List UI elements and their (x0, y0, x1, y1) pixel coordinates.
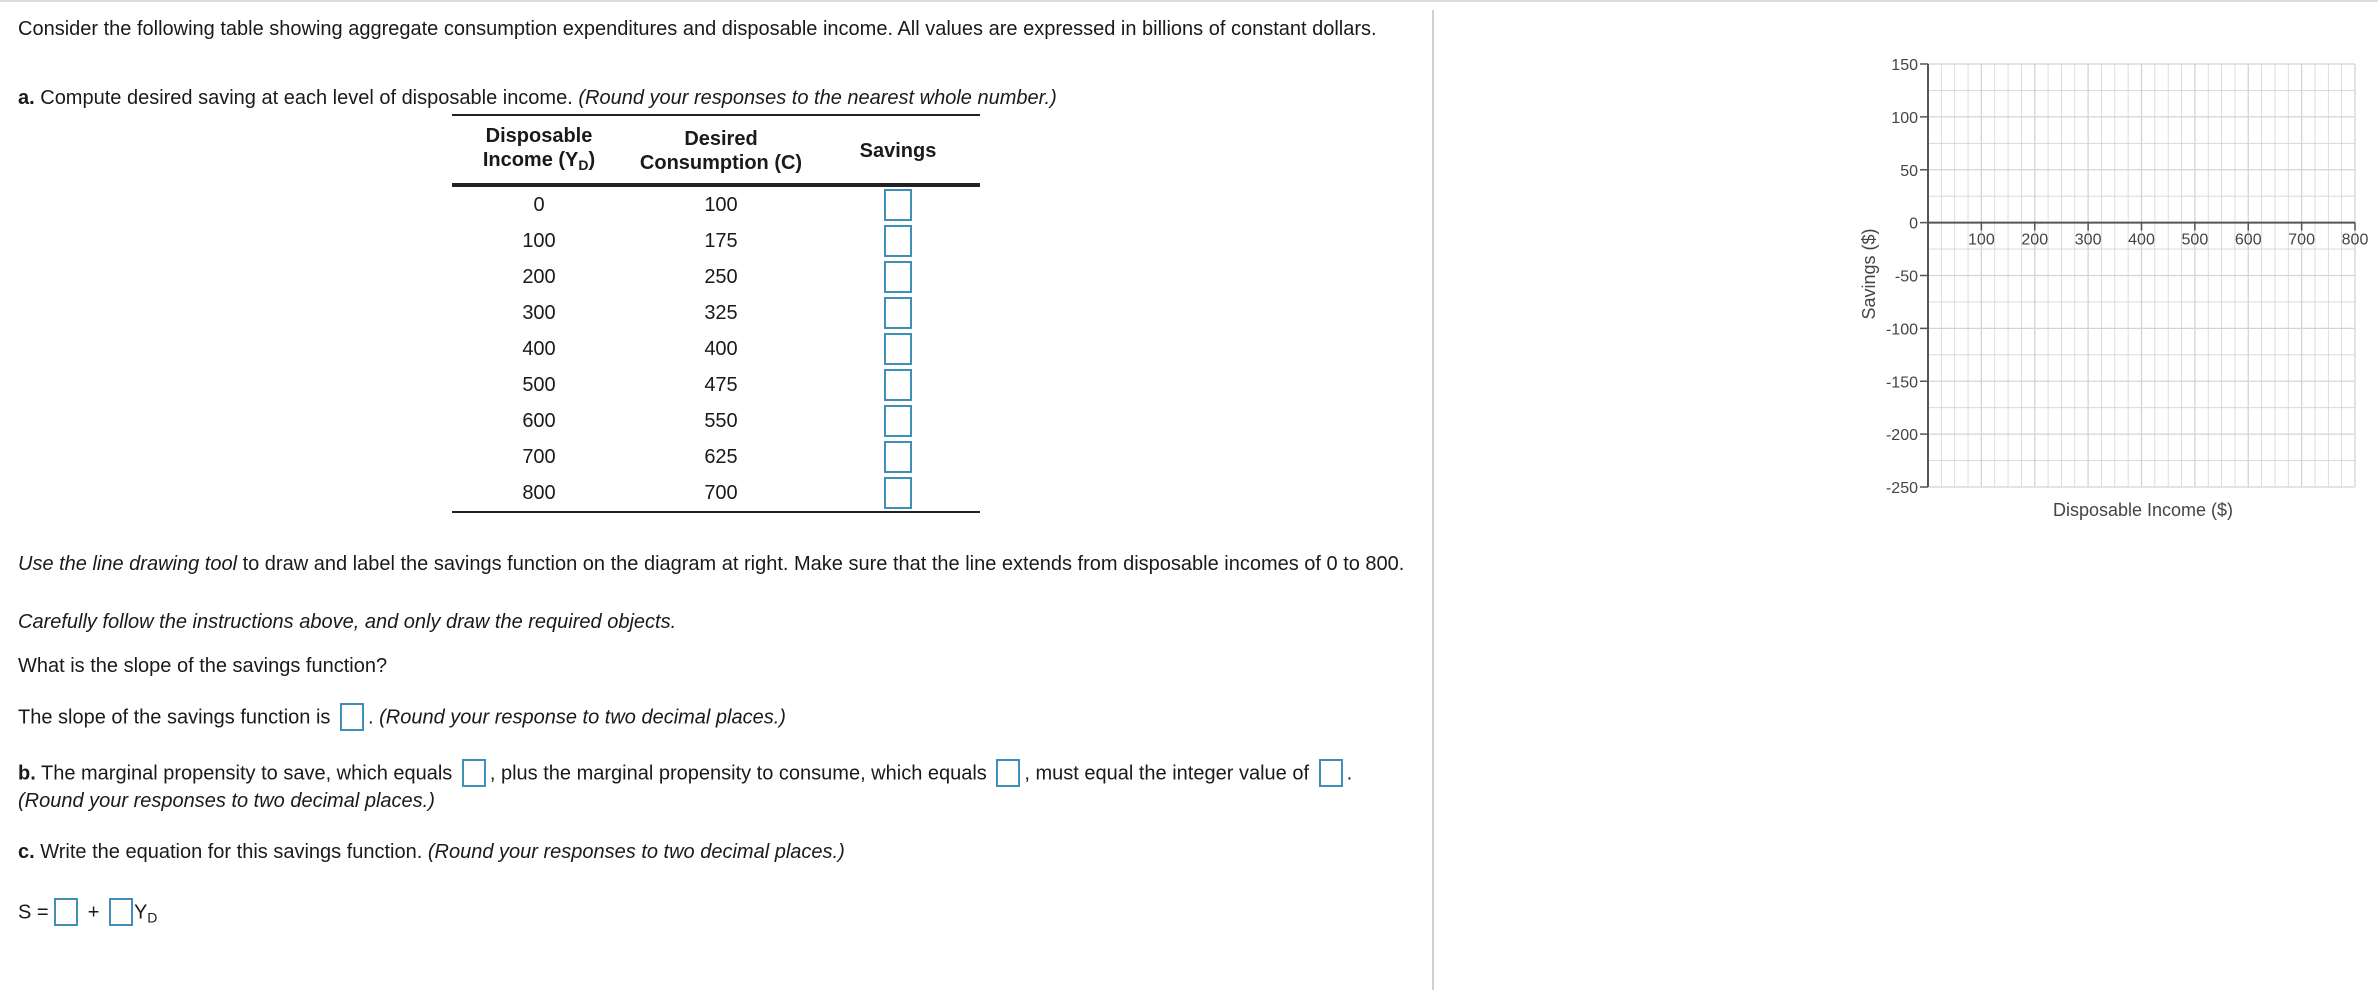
yd-cell: 400 (522, 337, 556, 360)
slope-answer (18, 704, 786, 732)
part-b-text2: , plus the marginal propensity to consume, which equals (489, 762, 993, 785)
part-a-text: Compute desired saving at each level of disposable income. (34, 87, 579, 109)
c-cell: 325 (704, 301, 738, 324)
c-cell: 250 (704, 265, 738, 288)
table-header-row (452, 115, 980, 185)
line-tool-link: Use the line drawing tool (18, 553, 238, 575)
c-cell: 175 (704, 229, 738, 252)
intro-text: Consider the following table showing aggregate consumption expenditures and disposable income. All values are expressed in billions of constant dollars. (18, 18, 1377, 40)
savings-cell (816, 403, 980, 439)
part-b-text3: , must equal the integer value of (1024, 762, 1315, 785)
yd-cell: 100 (522, 229, 556, 252)
savings-input[interactable] (884, 441, 912, 473)
savings-cell (816, 295, 980, 331)
equation-plus: + (82, 901, 105, 924)
part-b-hint: (Round your responses to two decimal places.) (18, 790, 435, 812)
savings-input[interactable] (884, 477, 912, 509)
part-b-text1: The marginal propensity to save, which equals (35, 762, 458, 785)
draw-instruction (18, 551, 1418, 577)
x-tick-label: 400 (2128, 231, 2155, 249)
y-tick-label: 0 (1909, 215, 1918, 233)
savings-cell (816, 439, 980, 475)
mpc-input[interactable] (996, 759, 1020, 787)
part-b-prompt (18, 760, 1418, 814)
part-c-label: c. (18, 841, 35, 863)
x-tick-label: 500 (2181, 231, 2209, 249)
y-tick-label: 50 (1900, 162, 1918, 180)
part-a-prompt (18, 85, 1057, 111)
part-a-label: a. (18, 87, 35, 109)
x-tick-label: 200 (2021, 231, 2049, 249)
yd-cell: 0 (533, 193, 545, 216)
savings-cell (816, 223, 980, 259)
x-tick-label: 600 (2234, 231, 2262, 249)
part-c-hint: (Round your responses to two decimal places.) (427, 841, 845, 863)
savings-equation (18, 899, 157, 930)
y-tick-label: -200 (1885, 427, 1918, 445)
savings-cell (816, 185, 980, 223)
slope-before: The slope of the savings function is (18, 706, 336, 729)
consumption-table (452, 114, 980, 513)
savings-cell (816, 259, 980, 295)
table-row (452, 259, 980, 295)
header-savings: Savings (816, 115, 980, 185)
part-a-hint: (Round your responses to the nearest whole number.) (578, 87, 1057, 109)
savings-input[interactable] (884, 261, 912, 293)
x-tick-label: 700 (2288, 231, 2315, 249)
integer-input[interactable] (1319, 759, 1343, 787)
part-c-text: Write the equation for this savings function. (34, 841, 428, 863)
equation-var-sub: D (147, 909, 158, 926)
y-tick-label: 100 (1891, 109, 1918, 127)
savings-graph[interactable] (1840, 44, 2378, 544)
yd-cell: 500 (522, 373, 556, 396)
x-tick-label: 100 (1968, 231, 1995, 249)
yd-cell: 800 (452, 475, 626, 512)
slope-hint: (Round your response to two decimal places.) (379, 706, 786, 729)
c-cell: 550 (704, 409, 738, 432)
yd-cell: 300 (522, 301, 556, 324)
yd-cell: 200 (522, 265, 556, 288)
x-tick-label: 300 (2074, 231, 2102, 249)
y-axis-label: Savings ($) (1859, 228, 1879, 320)
equation-var: Y (133, 901, 148, 924)
savings-cell (816, 367, 980, 403)
mps-input[interactable] (462, 759, 486, 787)
c-cell: 100 (704, 193, 738, 216)
table-row (452, 185, 980, 223)
table-row (452, 223, 980, 259)
x-axis-label: Disposable Income ($) (2052, 500, 2234, 520)
intercept-input[interactable] (54, 898, 78, 926)
savings-input[interactable] (884, 405, 912, 437)
follow-instructions: Carefully follow the instructions above, and only draw the required objects. (18, 611, 677, 633)
y-tick-label: -50 (1894, 268, 1918, 286)
part-b-label: b. (18, 762, 36, 785)
header-desired-consumption: Desired Consumption (C) (626, 115, 816, 185)
part-c-prompt (18, 839, 845, 865)
slope-after: . (367, 706, 380, 729)
savings-input[interactable] (884, 369, 912, 401)
slope-question: What is the slope of the savings function? (18, 655, 388, 677)
c-cell: 475 (704, 373, 738, 396)
slope-input[interactable] (340, 703, 364, 731)
panel-divider (1432, 10, 1434, 990)
c-cell: 700 (626, 475, 816, 512)
table-row (452, 295, 980, 331)
y-tick-labels (1886, 57, 1928, 497)
header-disposable-income: Disposable Income $(Y_D)$ (452, 115, 626, 185)
y-tick-label: -150 (1885, 374, 1918, 392)
savings-cell (816, 331, 980, 367)
equation-lhs: S = (18, 901, 55, 924)
x-tick-label: 800 (2341, 231, 2369, 249)
savings-input[interactable] (884, 189, 912, 221)
savings-input[interactable] (884, 297, 912, 329)
savings-input[interactable] (884, 333, 912, 365)
table-row (452, 367, 980, 403)
table-row (452, 403, 980, 439)
grid-major (1928, 64, 2355, 487)
savings-cell (816, 475, 980, 512)
draw-instruction-text: to draw and label the savings function on the diagram at right. Make sure that the line extends from disposable incomes of 0 to 800. (237, 553, 1405, 575)
mps-coefficient-input[interactable] (109, 898, 133, 926)
top-border (0, 0, 2378, 2)
table-row (452, 331, 980, 367)
yd-cell: 600 (522, 409, 556, 432)
table-row (452, 439, 980, 475)
part-b-text4: . (1346, 762, 1353, 785)
y-tick-label: 150 (1891, 57, 1918, 74)
yd-cell: 700 (522, 445, 556, 468)
c-cell: 625 (704, 445, 738, 468)
savings-input[interactable] (884, 225, 912, 257)
y-tick-label: -100 (1885, 321, 1918, 339)
table-row (452, 475, 980, 512)
y-tick-label: -250 (1885, 480, 1918, 497)
c-cell: 400 (704, 337, 738, 360)
